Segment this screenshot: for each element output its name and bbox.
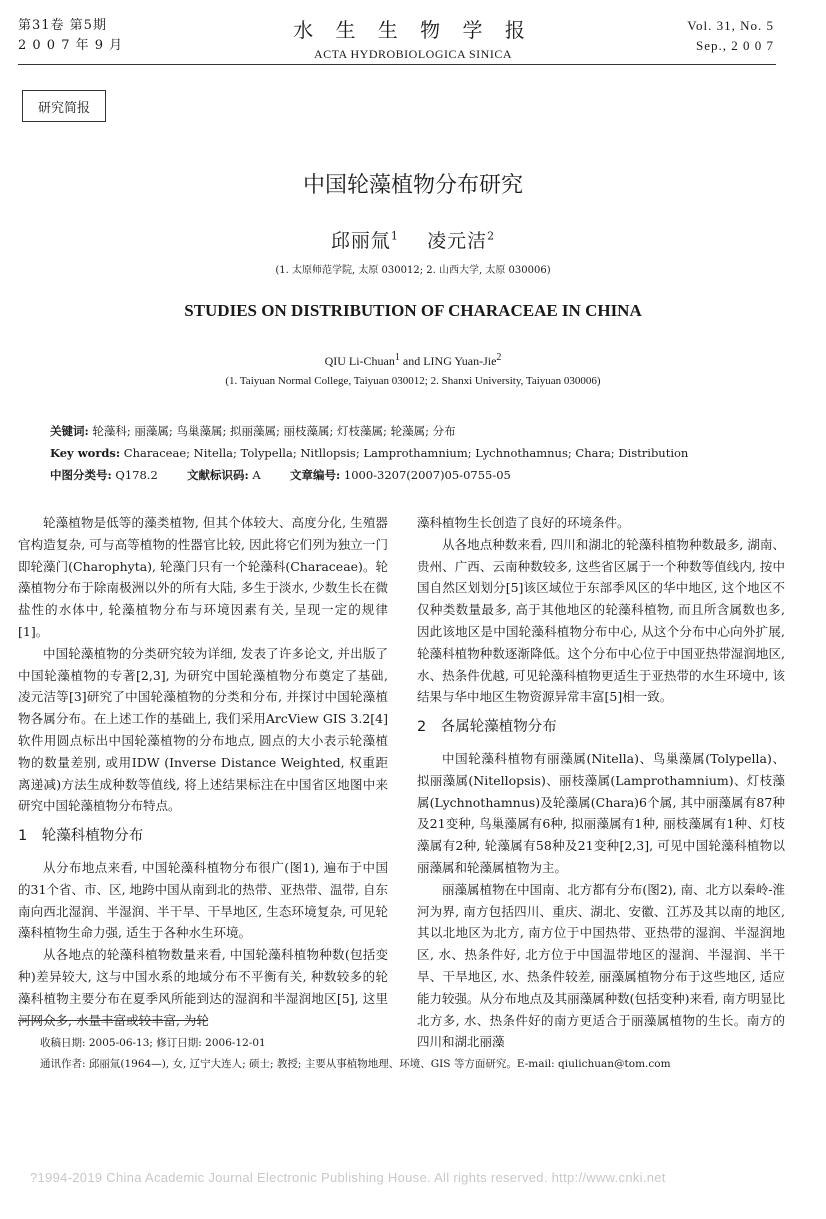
class-label: 中图分类号: bbox=[50, 468, 112, 482]
copyright-watermark: ?1994-2019 China Academic Journal Electronic Publishing House. All rights reserved. http://www.cnki.net bbox=[30, 1170, 666, 1185]
paragraph: 从分布地点来看, 中国轮藻科植物分布很广(图1), 遍布于中国的31个省、市、区, 地跨中国从南到北的热带、亚热带、温带, 自东南向西北湿润、半湿润、半干旱、干旱地区, 生态环境复杂, 可见轮藻科植物生命力强, 适生于各种水生环境。 bbox=[18, 859, 388, 941]
class-value: Q178.2 bbox=[115, 468, 158, 482]
footnote-rule bbox=[18, 1020, 208, 1021]
affiliation-cn: (1. 太原师范学院, 太原 030012; 2. 山西大学, 太原 030006) bbox=[275, 265, 551, 276]
paragraph: 轮藻植物是低等的藻类植物, 但其个体较大、高度分化, 生殖器官构造复杂, 可与高等植物的性器官比较, 因此将它们列为独立一门即轮藻门(Charophyta), 轮藻门只有一个轮藻科(Characeae)。轮藻植物分布于除南极洲以外的所有大陆, 多生于淡水, 少数生长在微盐性的水体中, 轮藻植物分布与环境因素有关, 呈现一定的规律[1]。 bbox=[18, 515, 388, 639]
paragraph: 丽藻属植物在中国南、北方都有分布(图2), 南、北方以秦岭-淮河为界, 南方包括四川、重庆、湖北、安徽、江苏及其以南的地区, 其以北地区为北方, 南方位于中国热带、亚热带的湿润、半湿润地区, 水、热条件好, 北方位于中国温带地区的湿润、半湿润、半干旱、干旱地区, 水、热条件较差, 丽藻属植物分布于这些地区, 适应能力较强。从分布地点及其丽藻属种数(包括变种)来看, 南方明显比北方多, 水、热条件好的南方更适合于丽藻属植物的生长。南方的四川和湖北丽藻 bbox=[417, 881, 785, 1050]
paragraph: 中国轮藻科植物有丽藻属(Nitella)、鸟巢藻属(Tolypella)、拟丽藻属(Nitellopsis)、丽枝藻属(Lamprothamnium)、灯枝藻属(Lychnothamnus)及轮藻属(Chara)6个属, 其中丽藻属有87种及21变种, 鸟巢藻属有6种, 拟丽藻属有1种, 丽枝藻属有1种、灯枝藻属有2种, 轮藻属有58种及21变种[2,3], 可见中国轮藻科植物以丽藻属和轮藻属植物为主。 bbox=[417, 750, 785, 875]
author-1-sup: 1 bbox=[390, 229, 399, 243]
footnote-received: 收稿日期: 2005-06-13; 修订日期: 2006-12-01 bbox=[40, 1037, 266, 1049]
paragraph: 从各地点种数来看, 四川和湖北的轮藻科植物种数最多, 湖南、贵州、广西、云南种数较多, 这些省区属于一个种数等值线内, 按中国自然区划划分[5]该区域位于东部季风区的华中地区, 这个地区不仅种类数量最多, 高于其他地区的轮藻科植物, 而且所含属数也多, 因此该地区是中国轮藻科植物分布中心, 从这个分布中心向外扩展, 轮藻科植物种数逐渐降低。这个分布中心位于中国亚热带湿润地区, 水、热条件优越, 可见轮藻科植物更适生于亚热带的水生环境中, 该结果与华中地区生物资源异常丰富[5]相一致。 bbox=[417, 536, 785, 705]
article-label: 文章编号: bbox=[289, 468, 341, 482]
header-rule bbox=[18, 64, 776, 65]
article-value: 1000-3207(2007)05-0755-05 bbox=[343, 468, 511, 482]
doc-label: 文献标识码: bbox=[187, 468, 249, 482]
footnote-author: 通讯作者: 邱丽氚(1964—), 女, 辽宁大连人; 硕士; 教授; 主要从事植物地理、环境、GIS 等方面研究。E-mail: qiulichuan@tom.com bbox=[40, 1058, 671, 1070]
paper-title-en: STUDIES ON DISTRIBUTION OF CHARACEAE IN CHINA bbox=[184, 301, 642, 320]
keywords-cn-text: 轮藻科; 丽藻属; 鸟巢藻属; 拟丽藻属; 丽枝藻属; 灯枝藻属; 轮藻属; 分布 bbox=[92, 424, 456, 438]
date-en: Sep., 2 0 0 7 bbox=[696, 38, 774, 53]
section-heading-1: 1 轮藻科植物分布 bbox=[18, 828, 144, 845]
issue-info-en bbox=[687, 16, 774, 56]
keywords-en-text: Characeae; Nitella; Tolypella; Nitllopsis; Lamprothamnium; Lychnothamnus; Chara; Distribution bbox=[123, 446, 689, 460]
paragraph: 藻科植物生长创造了良好的环境条件。 bbox=[417, 515, 630, 530]
author-2-en-sup: 2 bbox=[496, 352, 502, 363]
keywords-cn-label: 关键词: bbox=[50, 424, 89, 438]
date-cn: 2 0 0 7 年 9 月 bbox=[18, 38, 124, 53]
author-1-en-sup: 1 bbox=[394, 352, 400, 363]
affiliation-en: (1. Taiyuan Normal College, Taiyuan 030012; 2. Shanxi University, Taiyuan 030006) bbox=[225, 375, 601, 387]
author-1: 邱丽氚 bbox=[330, 230, 391, 252]
doc-value: A bbox=[252, 468, 261, 482]
column-left bbox=[18, 512, 388, 1031]
volume-en: Vol. 31, No. 5 bbox=[687, 18, 774, 33]
section-heading-2: 2 各属轮藻植物分布 bbox=[417, 719, 557, 736]
author-2-en: LING Yuan-Jie bbox=[423, 354, 497, 368]
keywords-cn bbox=[50, 421, 770, 442]
paragraph: 中国轮藻植物的分类研究较为详细, 发表了许多论文, 并出版了中国轮藻植物的专著[2,3], 为研究中国轮藻植物分布奠定了基础, 凌元洁等[3]研究了中国轮藻植物的分类和分布, 并探讨中国轮藻植物各属分布。在上述工作的基础上, 我们采用ArcView GIS 3.2[4]软件用圆点标出中国轮藻植物的分布地点, 圆点的大小表示轮藻植物的数量差别, 或用IDW (Inverse Distance Weighted, 权重距离递减)方法生成种数等值线, 将上述结果标注在中国省区地图中来研究中国轮藻植物分布特点。 bbox=[18, 645, 388, 814]
author-line-en bbox=[0, 352, 826, 369]
column-right bbox=[417, 512, 785, 1053]
section-tag: 研究简报 bbox=[22, 90, 106, 122]
author-2: 凌元洁 bbox=[427, 230, 488, 252]
journal-name-en: ACTA HYDROBIOLOGICA SINICA bbox=[313, 47, 513, 61]
author-1-en: QIU Li-Chuan bbox=[324, 354, 395, 368]
author-2-sup: 2 bbox=[487, 229, 496, 243]
paper-title: 中国轮藻植物分布研究 bbox=[302, 173, 523, 198]
classification-line bbox=[50, 465, 770, 486]
paragraph: 从各地点的轮藻科植物数量来看, 中国轮藻科植物种数(包括变种)差异较大, 这与中国水系的地域分布不平衡有关, 种数较多的轮藻科植物主要分布在夏季风所能到达的湿润和半湿润地区[5], 这里河网众多, 水量丰富或较丰富, 为轮 bbox=[18, 947, 388, 1028]
author-line bbox=[0, 226, 826, 253]
keywords-en bbox=[50, 443, 770, 464]
volume-cn: 第31卷 第5期 bbox=[18, 18, 107, 33]
author-and: and bbox=[399, 354, 424, 368]
journal-name-cn: 水 生 生 物 学 报 bbox=[293, 18, 533, 42]
keywords-en-label: Key words: bbox=[50, 446, 121, 460]
